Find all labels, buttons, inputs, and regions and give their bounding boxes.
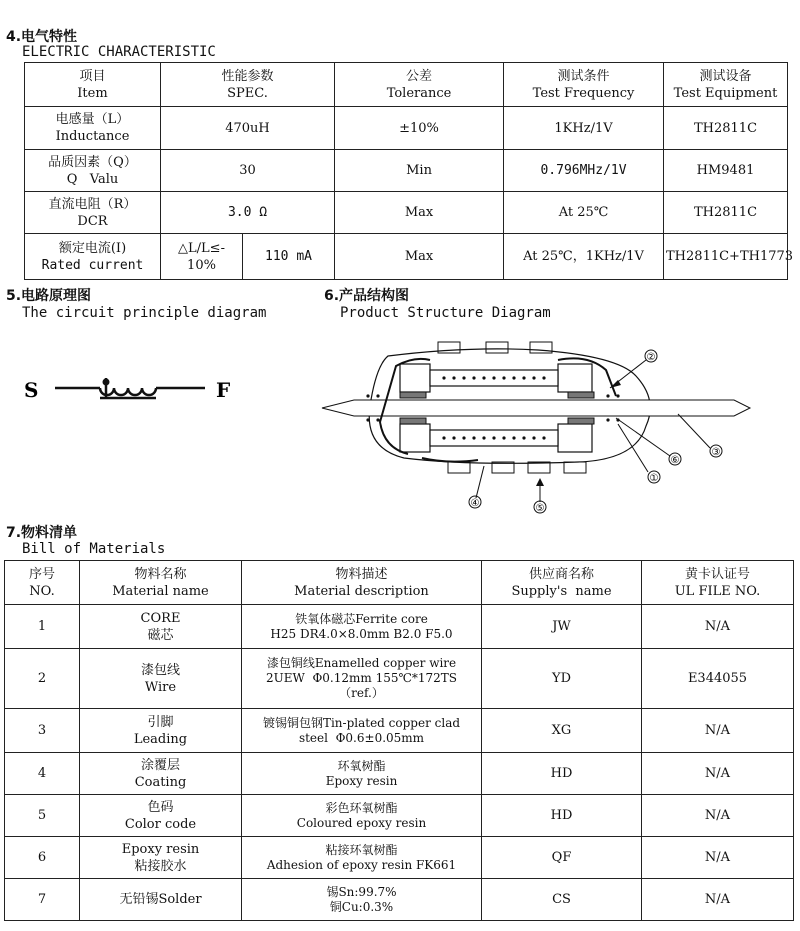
equipment-cell: HM9481 [664, 150, 788, 192]
table-header-row [5, 561, 794, 605]
callout-4: ④ [470, 498, 480, 509]
section-6-title: 6.产品结构图 [324, 288, 410, 304]
no-cell: 5 [5, 795, 80, 837]
tolerance-cell: Max [335, 234, 504, 280]
material-name-cell: 涂覆层 Coating [80, 753, 242, 795]
material-name-cell: 无铅锡Solder [80, 879, 242, 921]
section-4-subtitle: ELECTRIC CHARACTERISTIC [22, 44, 216, 60]
tolerance-cell: Min [335, 150, 504, 192]
table-row [5, 837, 794, 879]
table-row [5, 605, 794, 649]
section-6-subtitle: Product Structure Diagram [340, 305, 551, 321]
table-row [5, 795, 794, 837]
header-ul-file: 黄卡认证号 UL FILE NO. [642, 561, 794, 605]
description-cell: 锡Sn:99.7% 铜Cu:0.3% [242, 879, 482, 921]
header-tolerance: 公差 Tolerance [335, 63, 504, 107]
item-cell: 电感量（L） Inductance [25, 107, 161, 150]
no-cell: 2 [5, 649, 80, 709]
description-cell: 粘接环氧树酯 Adhesion of epoxy resin FK661 [242, 837, 482, 879]
header-item: 项目 Item [25, 63, 161, 107]
description-cell: 铁氧体磁芯Ferrite core H25 DR4.0×8.0mm B2.0 F5.0 [242, 605, 482, 649]
supplier-cell: CS [482, 879, 642, 921]
no-cell: 7 [5, 879, 80, 921]
spec-cell: 470uH [161, 107, 335, 150]
supplier-cell: HD [482, 795, 642, 837]
table-row [25, 107, 788, 150]
section-5-title: 5.电路原理图 [6, 288, 92, 304]
header-spec: 性能参数 SPEC. [161, 63, 335, 107]
callout-1: ① [649, 473, 659, 484]
item-cell: 额定电流(I) Rated current [25, 234, 161, 280]
item-cell: 直流电阻（R） DCR [25, 192, 161, 234]
section-4-title: 4.电气特性 [6, 29, 78, 45]
header-material-name: 物料名称 Material name [80, 561, 242, 605]
no-cell: 6 [5, 837, 80, 879]
electric-characteristic-table [24, 62, 794, 280]
product-structure-diagram [318, 330, 758, 520]
table-row [25, 192, 788, 234]
table-row [5, 709, 794, 753]
condition-note-cell: △L/L≤- 10% [161, 234, 243, 280]
material-name-cell: 色码 Color code [80, 795, 242, 837]
no-cell: 1 [5, 605, 80, 649]
header-no: 序号 NO. [5, 561, 80, 605]
equipment-cell: TH2811C+TH1773 [664, 234, 788, 280]
description-cell: 彩色环氧树酯 Coloured epoxy resin [242, 795, 482, 837]
circuit-label-s: S [24, 378, 39, 402]
ul-cell: N/A [642, 837, 794, 879]
equipment-cell: TH2811C [664, 107, 788, 150]
condition-cell: At 25℃ [504, 192, 664, 234]
ul-cell: N/A [642, 605, 794, 649]
no-cell: 3 [5, 709, 80, 753]
bill-of-materials-table [4, 560, 794, 921]
table-row [5, 753, 794, 795]
ul-cell: N/A [642, 753, 794, 795]
material-name-cell: 漆包线 Wire [80, 649, 242, 709]
tolerance-cell: Max [335, 192, 504, 234]
equipment-cell: TH2811C [664, 192, 788, 234]
header-material-description: 物料描述 Material description [242, 561, 482, 605]
description-cell: 镀锡铜包钢Tin-plated copper clad steel Φ0.6±0.05mm [242, 709, 482, 753]
section-5-subtitle: The circuit principle diagram [22, 305, 267, 321]
tolerance-cell: ±10% [335, 107, 504, 150]
dot-marker-icon [103, 379, 110, 386]
spec-cell: 3.0 Ω [161, 192, 335, 234]
supplier-cell: JW [482, 605, 642, 649]
callout-6: ⑥ [670, 455, 680, 466]
table-row [5, 879, 794, 921]
supplier-cell: XG [482, 709, 642, 753]
color-code-bands-top [438, 342, 552, 353]
ul-cell: E344055 [642, 649, 794, 709]
callout-3: ③ [711, 447, 721, 458]
supplier-cell: QF [482, 837, 642, 879]
callout-2: ② [646, 352, 656, 363]
ul-cell: N/A [642, 795, 794, 837]
circuit-diagram [0, 360, 300, 420]
supplier-cell: HD [482, 753, 642, 795]
material-name-cell: 引脚 Leading [80, 709, 242, 753]
no-cell: 4 [5, 753, 80, 795]
spec-cell: 110 mA [243, 234, 335, 280]
ul-cell: N/A [642, 879, 794, 921]
material-name-cell: CORE 磁芯 [80, 605, 242, 649]
section-7-subtitle: Bill of Materials [22, 541, 166, 557]
ul-cell: N/A [642, 709, 794, 753]
section-7-title: 7.物料清单 [6, 525, 78, 541]
callout-5: ⑤ [535, 503, 545, 514]
inductor-symbol [55, 378, 205, 398]
material-name-cell: Epoxy resin 粘接胶水 [80, 837, 242, 879]
header-test-frequency: 测试条件 Test Frequency [504, 63, 664, 107]
condition-cell: At 25℃，1KHz/1V [504, 234, 664, 280]
header-test-equipment: 测试设备 Test Equipment [664, 63, 788, 107]
spec-cell: 30 [161, 150, 335, 192]
condition-cell: 0.796MHz/1V [504, 150, 664, 192]
condition-cell: 1KHz/1V [504, 107, 664, 150]
description-cell: 环氧树酯 Epoxy resin [242, 753, 482, 795]
table-header-row [25, 63, 788, 107]
header-supplier: 供应商名称 Supply's name [482, 561, 642, 605]
table-row [25, 150, 788, 192]
supplier-cell: YD [482, 649, 642, 709]
description-cell: 漆包铜线Enamelled copper wire 2UEW Φ0.12mm 155℃*172TS （ref.） [242, 649, 482, 709]
circuit-label-f: F [216, 378, 231, 402]
table-row [5, 649, 794, 709]
item-cell: 品质因素（Q） Q Valu [25, 150, 161, 192]
table-row [25, 234, 788, 280]
